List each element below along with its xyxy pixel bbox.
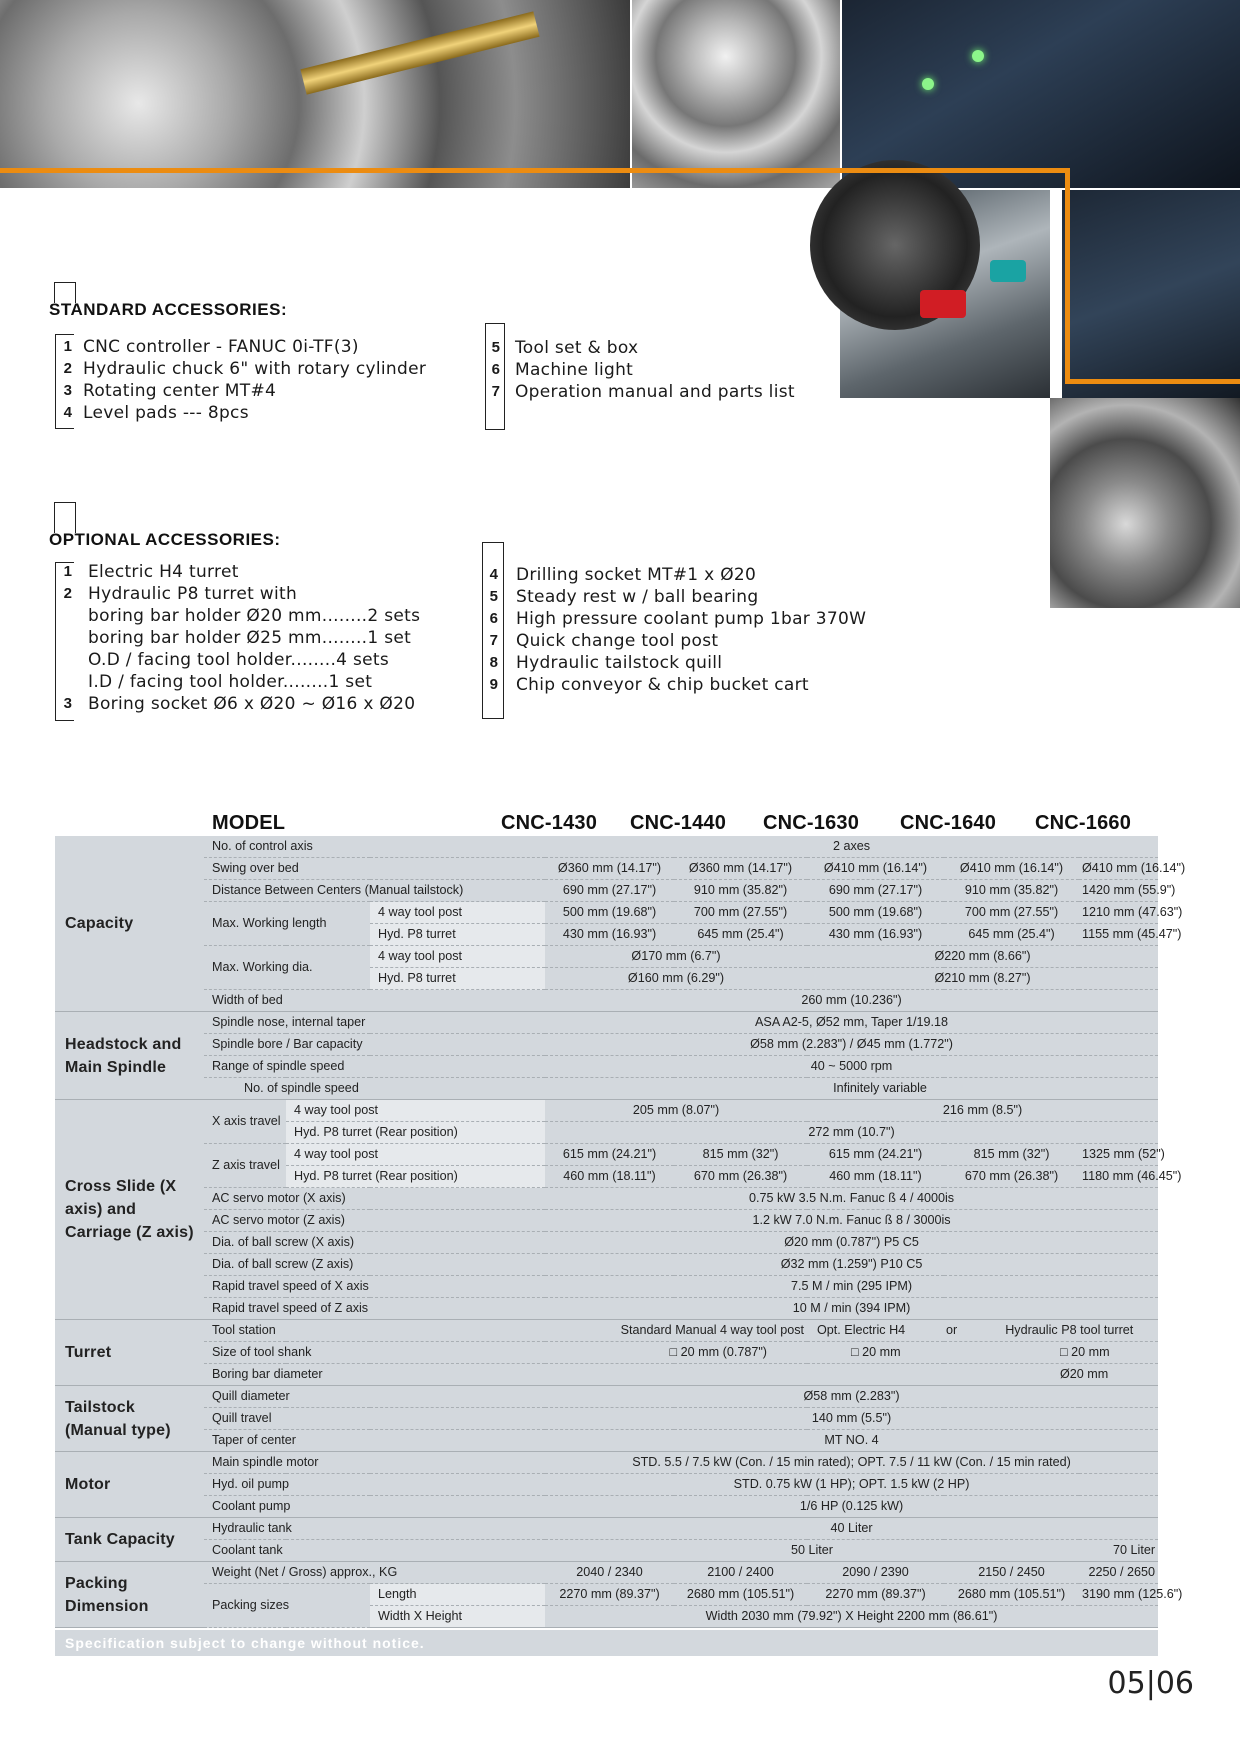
list-item: 4 Level pads --- 8pcs	[63, 403, 249, 423]
spec-label-cell: Spindle nose, internal taper	[204, 1012, 545, 1034]
list-item: boring bar holder Ø20 mm........2 sets	[88, 606, 421, 626]
category-tank: Tank Capacity	[55, 1518, 204, 1562]
list-item: I.D / facing tool holder........1 set	[88, 672, 373, 692]
table-row	[55, 1298, 1158, 1320]
list-item: 3 Boring socket Ø6 x Ø20 ~ Ø16 x Ø20	[63, 694, 416, 714]
spec-value-cell	[545, 1364, 944, 1386]
spec-value-cell: 2270 mm (89.37")	[545, 1584, 674, 1606]
spec-label-cell: Quill diameter	[204, 1386, 545, 1408]
spec-header-row	[55, 812, 1158, 836]
turret-photo	[1050, 398, 1240, 608]
handwheel-photo	[840, 190, 1050, 398]
spec-value-cell: 500 mm (19.68")	[807, 902, 944, 924]
spec-value-cell: 2100 / 2400	[674, 1562, 807, 1584]
list-item: 5 Tool set & box	[491, 338, 639, 358]
table-row	[55, 1188, 1158, 1210]
table-row	[55, 1320, 1158, 1342]
spec-value-cell: Ø360 mm (14.17")	[545, 858, 674, 880]
spec-label-cell: Hyd. P8 turret (Rear position)	[286, 1166, 545, 1188]
spec-value-cell: 1.2 kW 7.0 N.m. Fanuc ß 8 / 3000is	[545, 1210, 1158, 1232]
spec-value-cell: 615 mm (24.21")	[807, 1144, 944, 1166]
spec-value-cell: 670 mm (26.38")	[944, 1166, 1079, 1188]
spec-label-cell: 4 way tool post	[370, 946, 545, 968]
spec-value-cell: Ø20 mm (0.787") P5 C5	[545, 1232, 1158, 1254]
spec-label-cell: Hyd. oil pump	[204, 1474, 545, 1496]
spec-label-cell: No. of spindle speed	[204, 1078, 545, 1100]
spec-label-cell: 4 way tool post	[286, 1100, 545, 1122]
spec-value-cell: Infinitely variable	[545, 1078, 1158, 1100]
spec-label-cell: Rapid travel speed of Z axis	[204, 1298, 545, 1320]
spec-value-cell: Standard Manual 4 way tool post	[545, 1320, 807, 1342]
spec-value-cell: 272 mm (10.7")	[545, 1122, 1158, 1144]
spec-value-cell: Ø20 mm	[944, 1364, 1158, 1386]
spec-label-cell: Coolant tank	[204, 1540, 545, 1562]
standard-left-list	[57, 336, 426, 424]
lathe-chuck-photo	[0, 0, 630, 188]
table-row	[55, 1276, 1158, 1298]
spec-label-cell: Distance Between Centers (Manual tailstock)	[204, 880, 545, 902]
standard-accessories-title: STANDARD ACCESSORIES:	[49, 300, 288, 319]
table-row	[55, 1540, 1158, 1562]
list-item: 2 Hydraulic P8 turret with	[63, 584, 298, 604]
spec-value-cell: 815 mm (32")	[674, 1144, 807, 1166]
spec-value-cell: 700 mm (27.55")	[674, 902, 807, 924]
spec-value-cell: 645 mm (25.4")	[944, 924, 1079, 946]
list-item: 1 Electric H4 turret	[63, 562, 239, 582]
spec-value-cell: Ø32 mm (1.259") P10 C5	[545, 1254, 1158, 1276]
accent-line-vertical	[1065, 168, 1070, 384]
table-row	[55, 836, 1158, 858]
panel-buttons-photo	[1062, 190, 1240, 398]
table-row	[55, 1144, 1158, 1166]
spec-value-cell: 2270 mm (89.37")	[807, 1584, 944, 1606]
list-item: 6 Machine light	[491, 360, 634, 380]
table-row	[55, 1078, 1158, 1100]
table-row	[55, 1474, 1158, 1496]
spec-value-cell: Ø410 mm (16.14")	[807, 858, 944, 880]
spec-label-cell: X axis travel	[204, 1100, 286, 1144]
spec-label-cell: Size of tool shank	[204, 1342, 545, 1364]
spec-value-cell: □ 20 mm	[807, 1342, 944, 1364]
category-motor: Motor	[55, 1452, 204, 1518]
list-item: 3 Rotating center MT#4	[63, 381, 277, 401]
table-row	[55, 1342, 1158, 1364]
optional-right-list	[483, 564, 866, 696]
spec-value-cell: 205 mm (8.07")	[545, 1100, 807, 1122]
list-item: 7 Operation manual and parts list	[491, 382, 795, 402]
spec-value-cell: 615 mm (24.21")	[545, 1144, 674, 1166]
spec-label-cell: Dia. of ball screw (X axis)	[204, 1232, 545, 1254]
table-row	[55, 1430, 1158, 1452]
list-item: O.D / facing tool holder........4 sets	[88, 650, 390, 670]
list-item: 6 High pressure coolant pump 1bar 370W	[489, 609, 867, 629]
spec-value-cell: 3190 mm (125.6")	[1079, 1584, 1158, 1606]
spec-value-cell: 7.5 M / min (295 IPM)	[545, 1276, 1158, 1298]
specification-table	[55, 812, 1186, 1651]
spec-value-cell: 260 mm (10.236")	[545, 990, 1158, 1012]
spec-value-cell: 910 mm (35.82")	[674, 880, 807, 902]
spec-label-cell: Width of bed	[204, 990, 545, 1012]
table-row	[55, 1386, 1158, 1408]
page-number: 05|06	[1107, 1666, 1194, 1701]
table-row	[55, 1056, 1158, 1078]
spec-value-cell: Ø58 mm (2.283")	[545, 1386, 1158, 1408]
spec-label-cell: Boring bar diameter	[204, 1364, 545, 1386]
spec-label-cell: Z axis travel	[204, 1144, 286, 1188]
optional-bracket-marker	[54, 502, 76, 533]
standard-right-list	[485, 337, 795, 403]
model-name: CNC-1630	[763, 812, 860, 834]
model-name: CNC-1430	[501, 812, 598, 834]
accent-line-top	[0, 168, 1070, 173]
spec-label-cell: Range of spindle speed	[204, 1056, 545, 1078]
spec-label-cell: Dia. of ball screw (Z axis)	[204, 1254, 545, 1276]
spec-value-cell: 815 mm (32")	[944, 1144, 1079, 1166]
spec-value-cell: 1180 mm (46.45")	[1079, 1166, 1158, 1188]
table-row	[55, 1584, 1158, 1606]
category-cross-slide: Cross Slide (X axis) and Carriage (Z axis)	[55, 1100, 204, 1320]
category-headstock: Headstock and Main Spindle	[55, 1012, 204, 1100]
spec-value-cell: 40 Liter	[545, 1518, 1158, 1540]
list-item: 8 Hydraulic tailstock quill	[489, 653, 723, 673]
spec-value-cell: 2680 mm (105.51")	[944, 1584, 1079, 1606]
spec-value-cell: STD. 0.75 kW (1 HP); OPT. 1.5 kW (2 HP)	[545, 1474, 1158, 1496]
spec-value-cell: 2250 / 2650	[1079, 1562, 1158, 1584]
spec-value-cell: 460 mm (18.11")	[807, 1166, 944, 1188]
spec-label-cell: Hyd. P8 turret	[370, 924, 545, 946]
spec-label-cell: Hyd. P8 turret (Rear position)	[286, 1122, 545, 1144]
table-row	[55, 1452, 1158, 1474]
spec-value-cell: 1155 mm (45.47")	[1079, 924, 1158, 946]
spec-label-cell: Quill travel	[204, 1408, 545, 1430]
model-name: CNC-1660	[1035, 812, 1132, 834]
spec-label-cell: Spindle bore / Bar capacity	[204, 1034, 545, 1056]
spec-value-cell: □ 20 mm (0.787")	[545, 1342, 807, 1364]
spec-label-cell: Max. Working length	[204, 902, 370, 946]
category-capacity: Capacity	[55, 836, 204, 1012]
spec-label-cell: No. of control axis	[204, 836, 545, 858]
spec-label-cell: Coolant pump	[204, 1496, 545, 1518]
category-tailstock: Tailstock (Manual type)	[55, 1386, 204, 1452]
spec-label-cell: AC servo motor (X axis)	[204, 1188, 545, 1210]
model-name: CNC-1440	[630, 812, 727, 834]
spec-value-cell: ASA A2-5, Ø52 mm, Taper 1/19.18	[545, 1012, 1158, 1034]
model-label: MODEL	[212, 812, 286, 834]
table-row	[55, 1254, 1158, 1276]
spec-value-cell: 910 mm (35.82")	[944, 880, 1079, 902]
spec-value-cell: 460 mm (18.11")	[545, 1166, 674, 1188]
table-row	[55, 1210, 1158, 1232]
spec-label-cell: Main spindle motor	[204, 1452, 545, 1474]
table-row	[55, 1518, 1158, 1540]
spec-value-cell: STD. 5.5 / 7.5 kW (Con. / 15 min rated); OPT. 7.5 / 11 kW (Con. / 15 min rated)	[545, 1452, 1158, 1474]
table-row	[55, 1012, 1158, 1034]
spec-value-cell: 2040 / 2340	[545, 1562, 674, 1584]
table-row	[55, 1034, 1158, 1056]
spec-value-cell: 690 mm (27.17")	[807, 880, 944, 902]
chuck-closeup-photo	[632, 0, 840, 188]
spec-value-cell: Ø210 mm (8.27")	[807, 968, 1158, 990]
category-packing: Packing Dimension	[55, 1562, 204, 1628]
spec-value-cell: 1210 mm (47.63")	[1079, 902, 1158, 924]
category-turret: Turret	[55, 1320, 204, 1386]
spec-label-cell: Width X Height	[370, 1606, 545, 1628]
spec-value-cell: 1420 mm (55.9")	[1079, 880, 1158, 902]
spec-label-cell: Swing over bed	[204, 858, 545, 880]
table-row	[55, 990, 1158, 1012]
spec-label-cell: Tool station	[204, 1320, 545, 1342]
spec-value-cell: 690 mm (27.17")	[545, 880, 674, 902]
spec-value-cell: Width 2030 mm (79.92") X Height 2200 mm (86.61")	[545, 1606, 1158, 1628]
spec-label-cell: Hyd. P8 turret	[370, 968, 545, 990]
table-row	[55, 1496, 1158, 1518]
spec-value-cell: 1/6 HP (0.125 kW)	[545, 1496, 1158, 1518]
spec-label-cell: Max. Working dia.	[204, 946, 370, 990]
spec-label-cell: 4 way tool post	[286, 1144, 545, 1166]
spec-value-cell: 2 axes	[545, 836, 1158, 858]
list-item: boring bar holder Ø25 mm........1 set	[88, 628, 412, 648]
list-item: 2 Hydraulic chuck 6" with rotary cylinder	[63, 359, 427, 379]
spec-label-cell: Length	[370, 1584, 545, 1606]
spec-value-cell: 10 M / min (394 IPM)	[545, 1298, 1158, 1320]
spec-value-cell: 2150 / 2450	[944, 1562, 1079, 1584]
spec-value-cell: 40 ~ 5000 rpm	[545, 1056, 1158, 1078]
list-item: 9 Chip conveyor & chip bucket cart	[489, 675, 809, 695]
spec-value-cell: 2090 / 2390	[807, 1562, 944, 1584]
spec-value-cell: 1325 mm (52")	[1079, 1144, 1158, 1166]
spec-value-cell: 645 mm (25.4")	[674, 924, 807, 946]
spec-value-cell: 70 Liter	[1079, 1540, 1158, 1562]
list-item: 4 Drilling socket MT#1 x Ø20	[489, 565, 757, 585]
spec-value-cell: Ø58 mm (2.283") / Ø45 mm (1.772")	[545, 1034, 1158, 1056]
spec-label-cell: Rapid travel speed of X axis	[204, 1276, 545, 1298]
spec-label-cell: 4 way tool post	[370, 902, 545, 924]
spec-value-cell: Ø220 mm (8.66")	[807, 946, 1158, 968]
table-row	[55, 946, 1158, 968]
list-item: 5 Steady rest w / ball bearing	[489, 587, 759, 607]
table-row	[55, 1364, 1158, 1386]
spec-value-cell: 50 Liter	[545, 1540, 1079, 1562]
spec-value-cell: 430 mm (16.93")	[545, 924, 674, 946]
accent-line-right	[1065, 379, 1240, 384]
spec-value-cell: Ø360 mm (14.17")	[674, 858, 807, 880]
spec-value-cell: MT NO. 4	[545, 1430, 1158, 1452]
spec-value-cell: 216 mm (8.5")	[807, 1100, 1158, 1122]
spec-value-cell: Ø410 mm (16.14")	[1079, 858, 1158, 880]
spec-value-cell: □ 20 mm	[944, 1342, 1158, 1364]
spec-value-cell: Ø410 mm (16.14")	[944, 858, 1079, 880]
spec-value-cell: Ø170 mm (6.7")	[545, 946, 807, 968]
model-name: CNC-1640	[900, 812, 997, 834]
spec-label-cell: Hydraulic tank	[204, 1518, 545, 1540]
spec-body	[55, 836, 1186, 1628]
list-item: 7 Quick change tool post	[489, 631, 719, 651]
table-row	[55, 880, 1158, 902]
spec-value-cell: 2680 mm (105.51")	[674, 1584, 807, 1606]
table-row	[55, 1562, 1158, 1584]
spec-value-cell: or Hydraulic P8 tool turret	[944, 1320, 1079, 1342]
spec-disclaimer: Specification subject to change without notice.	[55, 1630, 1158, 1656]
spec-value-cell: 700 mm (27.55")	[944, 902, 1079, 924]
spec-label-cell: Packing sizes	[204, 1584, 370, 1628]
spec-label-cell: Taper of center	[204, 1430, 545, 1452]
spec-value-cell: 140 mm (5.5")	[545, 1408, 1158, 1430]
spec-value-cell: 500 mm (19.68")	[545, 902, 674, 924]
table-row	[55, 1408, 1158, 1430]
optional-accessories-title: OPTIONAL ACCESSORIES:	[49, 530, 281, 549]
spec-label-cell: Weight (Net / Gross) approx., KG	[204, 1562, 545, 1584]
spec-value-cell: Opt. Electric H4	[807, 1320, 944, 1342]
table-row	[55, 902, 1158, 924]
spec-label-cell: AC servo motor (Z axis)	[204, 1210, 545, 1232]
spec-value-cell: Ø160 mm (6.29")	[545, 968, 807, 990]
spec-value-cell: 430 mm (16.93")	[807, 924, 944, 946]
spec-value-cell: 0.75 kW 3.5 N.m. Fanuc ß 4 / 4000is	[545, 1188, 1158, 1210]
table-row	[55, 1100, 1158, 1122]
table-row	[55, 1232, 1158, 1254]
optional-left-list	[57, 561, 420, 715]
list-item: 1 CNC controller - FANUC 0i-TF(3)	[63, 337, 359, 357]
table-row	[55, 858, 1158, 880]
spec-value-cell: 670 mm (26.38")	[674, 1166, 807, 1188]
